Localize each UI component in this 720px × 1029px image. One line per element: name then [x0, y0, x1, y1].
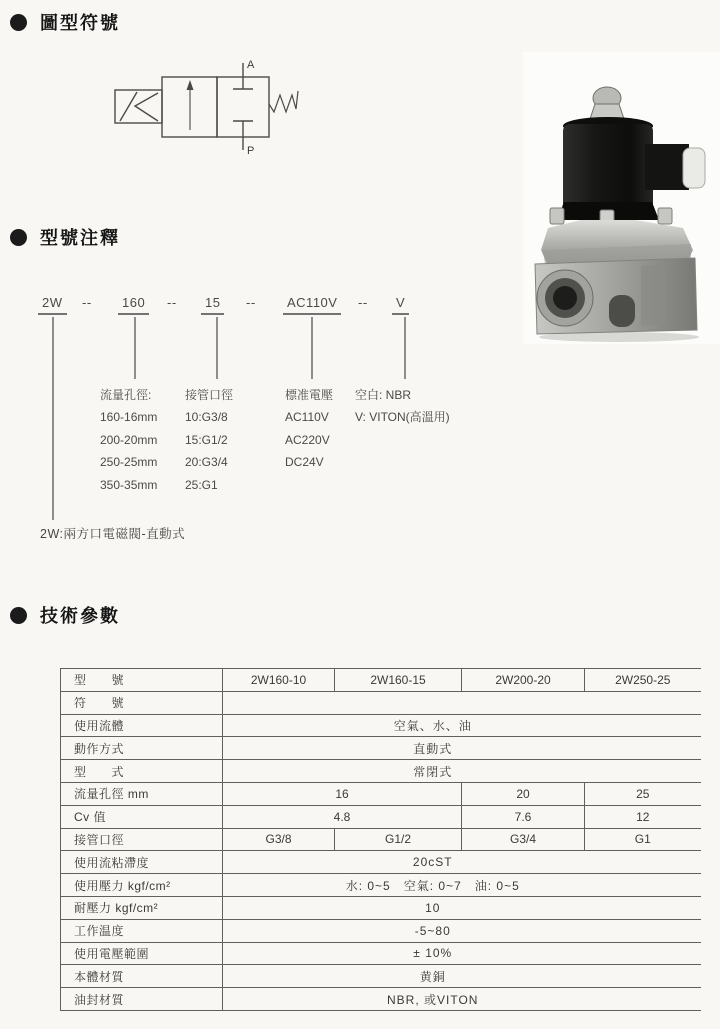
- port-p-label: P: [247, 145, 255, 157]
- spec-row-label: 符 號: [61, 691, 223, 714]
- table-row: [61, 988, 701, 1011]
- model-column-item: AC220V: [285, 432, 330, 447]
- spec-cell: 黄銅: [223, 965, 701, 988]
- model-column-item: 250-25mm: [100, 455, 158, 470]
- section-title: 技術參數: [40, 606, 120, 626]
- bullet-icon: [10, 229, 27, 246]
- model-column-port-size: [185, 384, 233, 496]
- spec-cell: -5~80: [223, 919, 701, 942]
- spec-row-label: 使用電壓範圍: [61, 942, 223, 965]
- valve-schematic-diagram: [108, 47, 308, 165]
- model-column-item: DC24V: [285, 455, 324, 470]
- spec-table: [60, 668, 701, 1011]
- section-model-heading: [10, 224, 120, 250]
- spec-row-label: 型 號: [61, 669, 223, 692]
- model-code-segment: V: [392, 295, 409, 315]
- table-row: [61, 669, 701, 692]
- model-code-segment: 2W: [38, 295, 67, 315]
- spec-cell: ± 10%: [223, 942, 701, 965]
- table-row: [61, 737, 701, 760]
- model-code-segment: 15: [201, 295, 224, 315]
- model-column-title: 標准電壓: [285, 388, 334, 402]
- model-column-item: V: VITON(高溫用): [355, 410, 450, 425]
- model-column-item: 160-16mm: [100, 410, 158, 425]
- spec-row-label: 使用壓力 kgf/cm²: [61, 874, 223, 897]
- bullet-icon: [10, 14, 27, 31]
- spec-cell: G1/2: [335, 828, 462, 851]
- model-column-item: 350-35mm: [100, 477, 158, 492]
- spec-row-label: 型 式: [61, 760, 223, 783]
- model-column-item: 15:G1/2: [185, 432, 228, 447]
- spec-cell: 16: [223, 782, 462, 805]
- port-a-label: A: [247, 59, 255, 71]
- section-title: 圖型符號: [40, 13, 120, 33]
- section-title: 型號注釋: [40, 228, 120, 248]
- table-row: [61, 828, 701, 851]
- table-row: [61, 691, 701, 714]
- model-column-orifice: [100, 384, 157, 496]
- spec-row-label: 工作温度: [61, 919, 223, 942]
- spec-row-label: 動作方式: [61, 737, 223, 760]
- table-row: [61, 782, 701, 805]
- section-symbol-heading: [10, 9, 120, 35]
- connector-line: [311, 317, 313, 379]
- spec-cell: 20: [462, 782, 585, 805]
- spring-symbol: [269, 91, 298, 112]
- table-row: [61, 760, 701, 783]
- spec-cell: 2W250-25: [585, 669, 701, 692]
- table-row: [61, 874, 701, 897]
- model-column-item: 20:G3/4: [185, 455, 228, 470]
- spec-cell: 直動式: [223, 737, 701, 760]
- table-row: [61, 851, 701, 874]
- connector-line: [216, 317, 218, 379]
- spec-cell: 25: [585, 782, 701, 805]
- spec-row-label: 使用流粘滯度: [61, 851, 223, 874]
- model-code-separator: --: [167, 295, 177, 310]
- spec-cell: 20cST: [223, 851, 701, 874]
- model-code-separator: --: [82, 295, 92, 310]
- table-row: [61, 965, 701, 988]
- model-column-voltage: [285, 384, 333, 474]
- model-code-separator: --: [358, 295, 368, 310]
- spec-row-label: Cv 值: [61, 805, 223, 828]
- flow-arrow: [187, 80, 194, 90]
- spec-row-label: 本體材質: [61, 965, 223, 988]
- spec-row-label: 油封材質: [61, 988, 223, 1011]
- connector-line: [404, 317, 406, 379]
- spec-cell: 2W160-15: [335, 669, 462, 692]
- spec-cell: 10: [223, 896, 701, 919]
- model-column-item: 10:G3/8: [185, 410, 228, 425]
- spec-cell: 空氣、水、油: [223, 714, 701, 737]
- connector-line: [52, 317, 54, 520]
- model-code-segment: 160: [118, 295, 149, 315]
- spec-cell: 2W160-10: [223, 669, 335, 692]
- spec-row-label: 流量孔徑 mm: [61, 782, 223, 805]
- model-code-segment: AC110V: [283, 295, 341, 315]
- spec-row-label: 耐壓力 kgf/cm²: [61, 896, 223, 919]
- spec-row-label: 接管口徑: [61, 828, 223, 851]
- spec-cell: G1: [585, 828, 701, 851]
- spec-cell: 水: 0~5 空氣: 0~7 油: 0~5: [223, 874, 701, 897]
- spec-cell: NBR, 或VITON: [223, 988, 701, 1011]
- model-column-title: 流量孔徑:: [100, 388, 152, 402]
- spec-cell: G3/8: [223, 828, 335, 851]
- model-column-seal: [355, 384, 450, 429]
- model-column-item: AC110V: [285, 410, 329, 425]
- model-column-item: 200-20mm: [100, 432, 158, 447]
- spec-cell: 12: [585, 805, 701, 828]
- section-specs-heading: [10, 602, 120, 628]
- spec-row-label: 使用流體: [61, 714, 223, 737]
- model-column-title: 接管口徑: [185, 388, 234, 402]
- table-row: [61, 714, 701, 737]
- model-code-note: 2W:兩方口電磁閥-直動式: [40, 527, 186, 541]
- table-row: [61, 942, 701, 965]
- spec-cell: [223, 691, 701, 714]
- product-photo: [523, 52, 720, 344]
- connector-line: [134, 317, 136, 379]
- table-row: [61, 805, 701, 828]
- table-row: [61, 919, 701, 942]
- spec-cell: 常閉式: [223, 760, 701, 783]
- spec-cell: 7.6: [462, 805, 585, 828]
- spec-cell: 4.8: [223, 805, 462, 828]
- bullet-icon: [10, 607, 27, 624]
- model-column-item: 25:G1: [185, 477, 218, 492]
- spec-cell: 2W200-20: [462, 669, 585, 692]
- model-code-separator: --: [246, 295, 256, 310]
- model-column-title: 空白: NBR: [355, 388, 412, 402]
- spec-cell: G3/4: [462, 828, 585, 851]
- table-row: [61, 896, 701, 919]
